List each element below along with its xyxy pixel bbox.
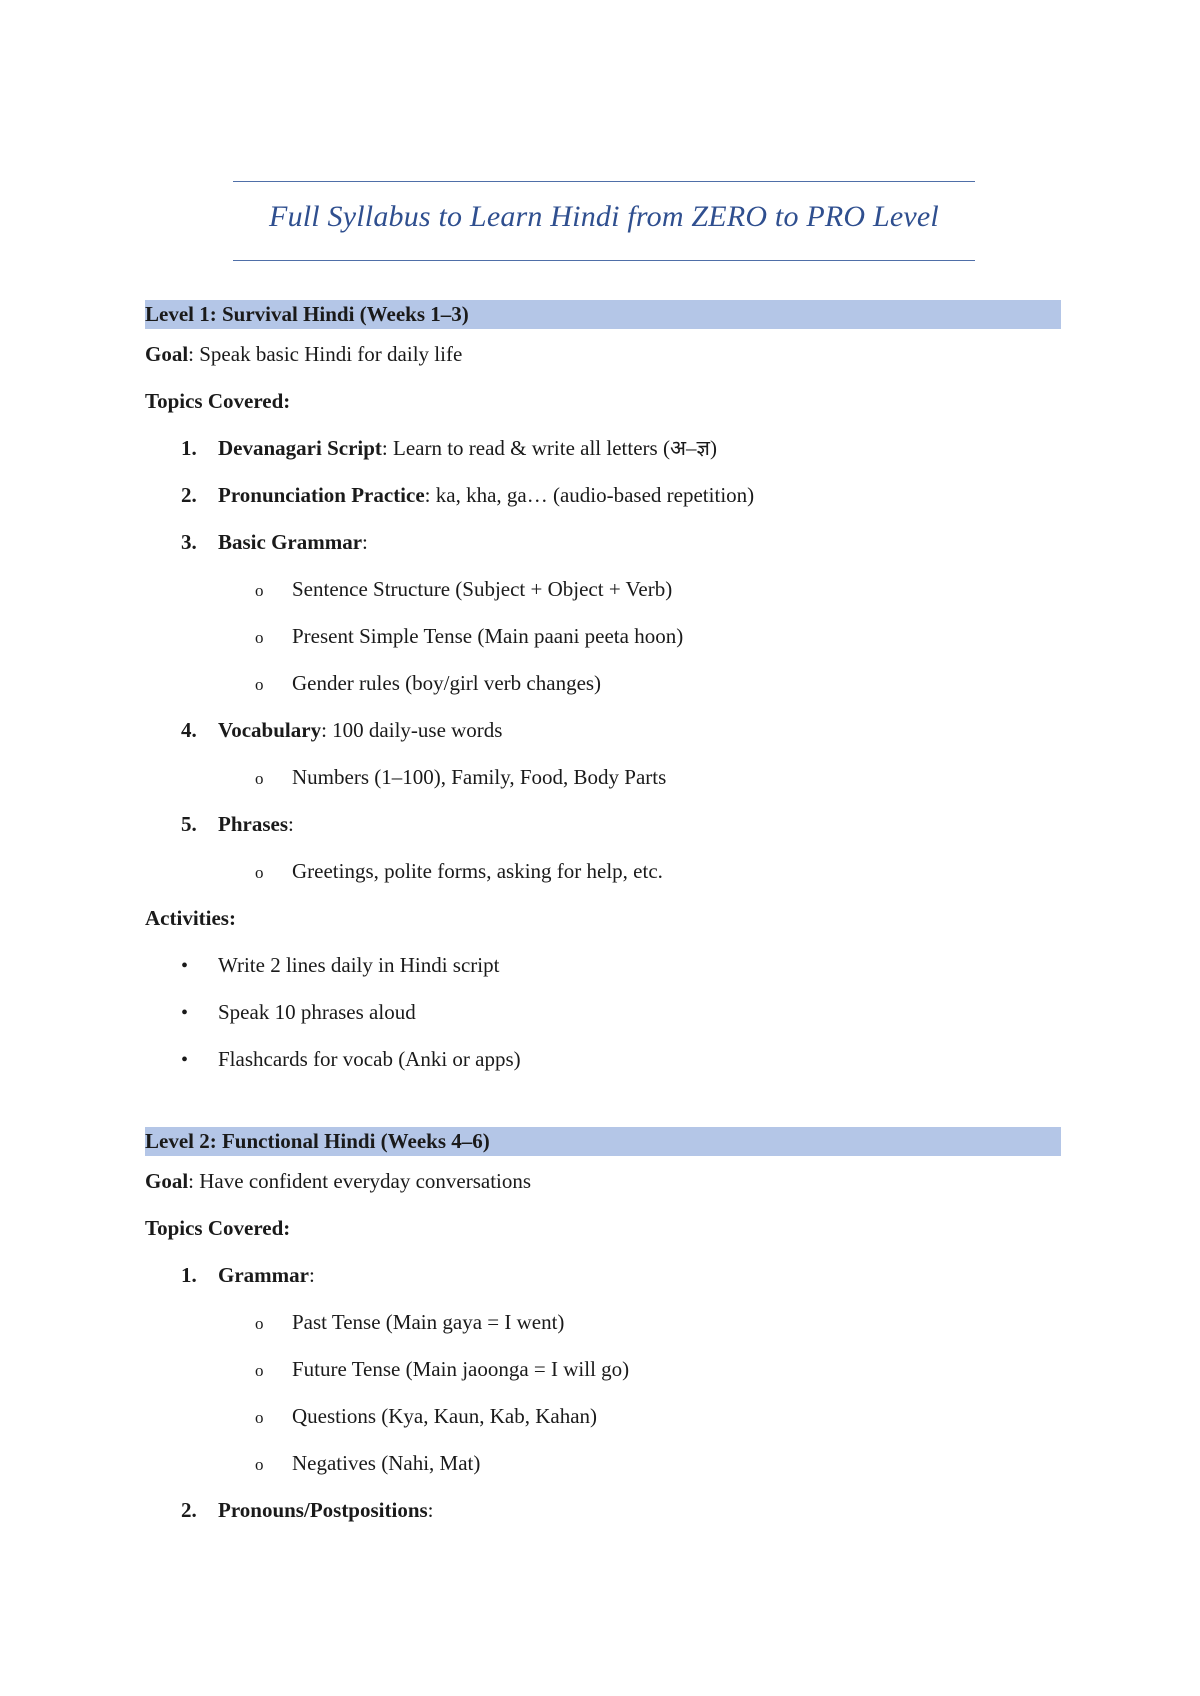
list-item (145, 519, 1061, 566)
topic-text: : (308, 1263, 315, 1287)
sub-bullet-icon: o (255, 675, 264, 694)
activity-text: Speak 10 phrases aloud (218, 1000, 416, 1024)
sub-item-text: Sentence Structure (Subject + Object + Verb) (292, 577, 673, 601)
sub-bullet-icon: o (255, 581, 264, 600)
sub-list-item (145, 566, 1061, 613)
topic-label: Pronunciation Practice (218, 483, 425, 507)
activity-text: Flashcards for vocab (Anki or apps) (218, 1047, 521, 1071)
list-item (145, 801, 1061, 848)
topic-label: Pronouns/Postpositions (218, 1498, 428, 1522)
sub-item-text: Greetings, polite forms, asking for help, etc. (292, 859, 663, 883)
sub-bullet-icon: o (255, 1361, 264, 1380)
activity-item (145, 989, 1061, 1036)
sub-list-item (145, 1346, 1061, 1393)
list-number: 4. (181, 718, 197, 742)
title-block (233, 181, 975, 261)
list-item (145, 472, 1061, 519)
sub-list-item (145, 1299, 1061, 1346)
sub-bullet-icon: o (255, 1314, 264, 1333)
list-number: 5. (181, 812, 197, 836)
topic-label: Grammar (218, 1263, 309, 1287)
topic-label: Devanagari Script (218, 436, 382, 460)
sub-item-text: Past Tense (Main gaya = I went) (292, 1310, 565, 1334)
sub-bullet-icon: o (255, 1455, 264, 1474)
sub-list-item (145, 1393, 1061, 1440)
sub-list-item (145, 613, 1061, 660)
list-item (145, 707, 1061, 754)
level-2-heading: Level 2: Functional Hindi (Weeks 4–6) (145, 1127, 1061, 1156)
list-number: 2. (181, 1498, 197, 1522)
topic-label: Vocabulary (218, 718, 322, 742)
section-spacer (145, 1083, 1061, 1127)
level-2-topics-label: Topics Covered: (145, 1216, 291, 1240)
topic-label: Basic Grammar (218, 530, 363, 554)
topic-label: Phrases (218, 812, 288, 836)
goal-text: : Have confident everyday conversations (188, 1169, 532, 1193)
sub-bullet-icon: o (255, 769, 264, 788)
sub-item-text: Negatives (Nahi, Mat) (292, 1451, 481, 1475)
sub-bullet-icon: o (255, 628, 264, 647)
level-2-goal (145, 1158, 1061, 1205)
document-content (145, 300, 1061, 1534)
sub-item-text: Numbers (1–100), Family, Food, Body Parts (292, 765, 667, 789)
level-1-goal (145, 331, 1061, 378)
sub-list-item (145, 1440, 1061, 1487)
sub-item-text: Questions (Kya, Kaun, Kab, Kahan) (292, 1404, 598, 1428)
sub-list-item (145, 660, 1061, 707)
topic-text: : ka, kha, ga… (audio-based repetition) (424, 483, 755, 507)
topic-text: : (427, 1498, 434, 1522)
goal-label: Goal (145, 342, 189, 366)
list-number: 1. (181, 1263, 197, 1287)
list-number: 2. (181, 483, 197, 507)
sub-list-item (145, 848, 1061, 895)
list-number: 3. (181, 530, 197, 554)
level-1-topics-label: Topics Covered: (145, 389, 291, 413)
topic-text: : 100 daily-use words (321, 718, 503, 742)
list-item (145, 1487, 1061, 1534)
goal-label: Goal (145, 1169, 189, 1193)
goal-text: : Speak basic Hindi for daily life (188, 342, 463, 366)
topic-text: : (288, 812, 294, 836)
bullet-icon: • (181, 1002, 189, 1024)
activity-item (145, 942, 1061, 989)
activity-item (145, 1036, 1061, 1083)
topic-text: : (362, 530, 368, 554)
sub-item-text: Present Simple Tense (Main paani peeta hoon) (292, 624, 684, 648)
list-number: 1. (181, 436, 197, 460)
sub-bullet-icon: o (255, 1408, 264, 1427)
list-item (145, 425, 1061, 472)
level-1-heading: Level 1: Survival Hindi (Weeks 1–3) (145, 300, 1061, 329)
sub-list-item (145, 754, 1061, 801)
topic-text: : Learn to read & write all letters (अ–ज्ञ) (381, 436, 717, 460)
sub-bullet-icon: o (255, 863, 264, 882)
bullet-icon: • (181, 955, 189, 977)
document-title: Full Syllabus to Learn Hindi from ZERO to PRO Level (269, 200, 939, 233)
sub-item-text: Future Tense (Main jaoonga = I will go) (292, 1357, 630, 1381)
level-1-activities-label: Activities: (145, 906, 236, 930)
activity-text: Write 2 lines daily in Hindi script (218, 953, 500, 977)
sub-item-text: Gender rules (boy/girl verb changes) (292, 671, 602, 695)
list-item (145, 1252, 1061, 1299)
bullet-icon: • (181, 1049, 189, 1071)
